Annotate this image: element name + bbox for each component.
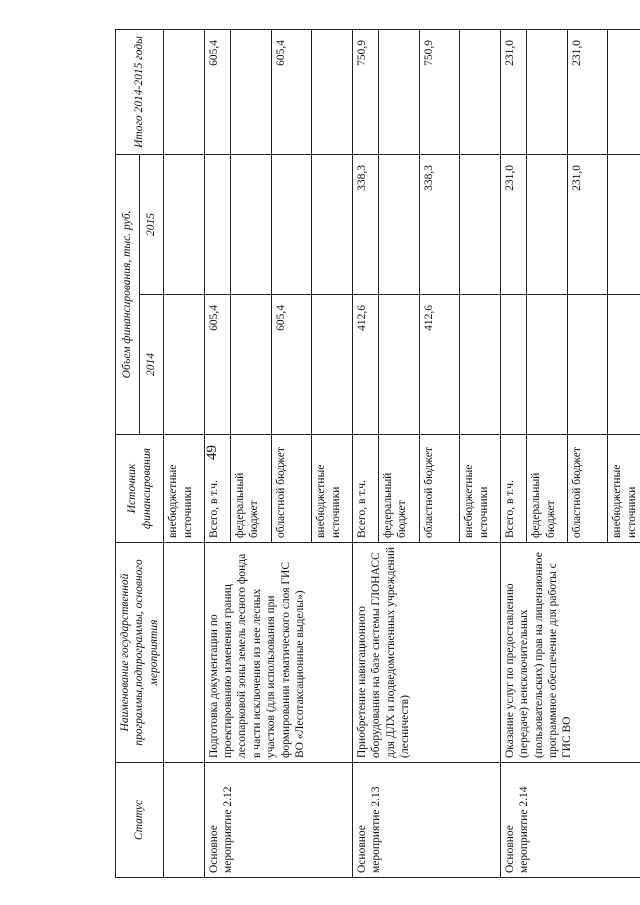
header-year-2014: 2014 [140,295,164,435]
cell-total [164,29,205,154]
page-number: 49 [204,445,220,460]
cell-source: областной бюджет [271,435,312,543]
cell-2015: 338,3 [352,154,378,294]
cell-2015 [460,154,501,294]
cell-source: Всего, в т.ч. [204,435,230,543]
cell-2014 [567,295,608,435]
cell-source: Всего, в т.ч. [500,435,526,543]
cell-total: 231,0 [567,29,608,154]
header-total: Итого 2014-2015 годы [116,29,164,154]
cell-2015 [379,154,420,294]
cell-status: Основное мероприятие 2.12 [204,763,352,878]
cell-total: 750,9 [352,29,378,154]
header-source: Источник финансирования [116,435,164,543]
cell-total: 605,4 [271,29,312,154]
cell-2015 [164,154,205,294]
cell-source: внебюджетные источники [608,435,640,543]
cell-status: Основное мероприятие 2.13 [352,763,500,878]
cell-2014: 605,4 [271,295,312,435]
header-year-2015: 2015 [140,154,164,294]
cell-status: Основное мероприятие 2.14 [500,763,640,878]
cell-total: 605,4 [204,29,230,154]
cell-source: внебюджетные источники [164,435,205,543]
cell-status [164,763,205,878]
cell-total [608,29,640,154]
cell-source: Всего, в т.ч. [352,435,378,543]
header-volume: Объем финансирования, тыс. руб. [116,154,140,434]
cell-2015 [527,154,568,294]
cell-source: областной бюджет [419,435,460,543]
header-status: Статус [116,763,164,878]
cell-2014 [164,295,205,435]
table-body [164,29,640,877]
cell-2014 [312,295,353,435]
cell-2014 [379,295,420,435]
funding-table-sheet [115,30,640,878]
cell-2015: 231,0 [567,154,608,294]
cell-total [231,29,272,154]
cell-total [460,29,501,154]
header-name: Наименование государственной программы,подпрограммы, основного мероприятия [116,543,164,763]
cell-source: внебюджетные источники [460,435,501,543]
cell-source: федеральный бюджет [527,435,568,543]
cell-total: 231,0 [500,29,526,154]
cell-source: федеральный бюджет [379,435,420,543]
cell-total [379,29,420,154]
cell-2015 [271,154,312,294]
cell-total [527,29,568,154]
cell-name: Приобретение навигационного оборудования на базе системы ГЛОНАСС для ДЛХ и подведомственных учреждений (лесничеств) [352,543,500,763]
cell-2015 [312,154,353,294]
table-row [500,29,526,877]
cell-total: 750,9 [419,29,460,154]
cell-2014 [500,295,526,435]
cell-2014 [460,295,501,435]
cell-total [312,29,353,154]
table-row [352,29,378,877]
cell-2014: 412,6 [352,295,378,435]
cell-2014: 412,6 [419,295,460,435]
cell-name [164,543,205,763]
cell-name: Подготовка документации по проектированию изменения границ лесопарковой зоны земель лесного фонда в части исключения из нее лесных участков (для использования при формировании тематического слоя ГИС ВО «Лесотаксационные выделы») [204,543,352,763]
cell-2014 [608,295,640,435]
cell-2014: 605,4 [204,295,230,435]
cell-source: областной бюджет [567,435,608,543]
table-row [164,29,205,877]
table-row [204,29,230,877]
cell-name: Оказание услуг по предоставлению (передаче) неисключительных (пользовательских) прав на лицензионное программное обеспечение для работы с ГИС ВО [500,543,640,763]
cell-2015 [608,154,640,294]
cell-2015: 231,0 [500,154,526,294]
cell-source: внебюджетные источники [312,435,353,543]
cell-2014 [527,295,568,435]
cell-2014 [231,295,272,435]
cell-2015 [231,154,272,294]
cell-2015 [204,154,230,294]
funding-table [115,29,640,878]
cell-source: федеральный бюджет [231,435,272,543]
cell-2015: 338,3 [419,154,460,294]
